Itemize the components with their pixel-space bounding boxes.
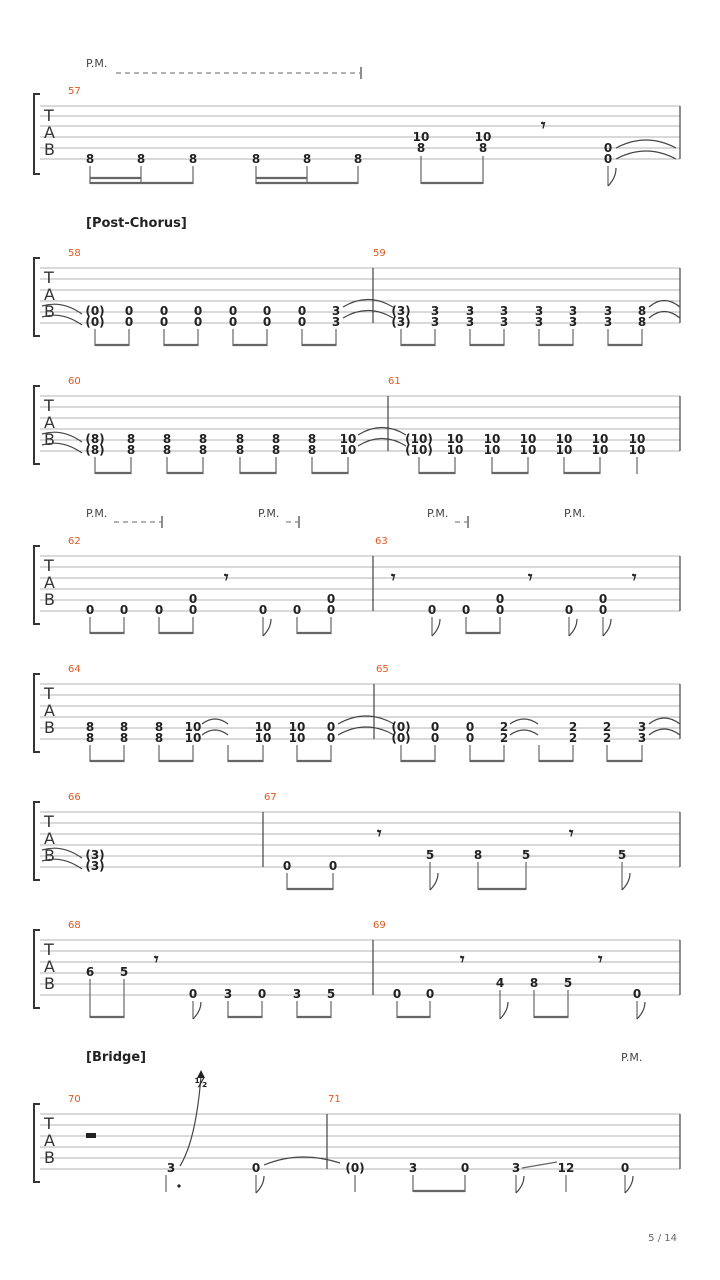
fret-number: 10 bbox=[339, 443, 357, 457]
tab-letter-a: A bbox=[44, 123, 55, 142]
fret-number: 0 bbox=[425, 987, 435, 1001]
slide-line bbox=[522, 1162, 557, 1168]
tie bbox=[616, 151, 676, 159]
tab-letter-a: A bbox=[44, 573, 55, 592]
tab-letter-a: A bbox=[44, 829, 55, 848]
fret-number: 8 bbox=[235, 432, 245, 446]
fret-number: 10 bbox=[412, 130, 430, 144]
fret-number: 0 bbox=[495, 603, 505, 617]
fret-number: 8 bbox=[162, 432, 172, 446]
fret-number: 0 bbox=[598, 603, 608, 617]
fret-number: 3 bbox=[534, 304, 544, 318]
fret-number: (10) bbox=[405, 432, 433, 446]
tab-letter-b: B bbox=[44, 302, 55, 321]
fret-number: 0 bbox=[603, 141, 613, 155]
fret-number: 0 bbox=[251, 1161, 261, 1175]
fret-number: 0 bbox=[262, 315, 272, 329]
fret-number: 8 bbox=[119, 720, 129, 734]
fret-number: 12 bbox=[557, 1161, 575, 1175]
eighth-rest: 𝄾 bbox=[569, 824, 574, 844]
tab-letter-b: B bbox=[44, 974, 55, 993]
tab-staff bbox=[40, 396, 680, 451]
palm-mute-label: P.M. bbox=[86, 57, 108, 70]
fret-number: 8 bbox=[473, 848, 483, 862]
fret-number: 0 bbox=[620, 1161, 630, 1175]
fret-number: 3 bbox=[430, 315, 440, 329]
rhythm-stems bbox=[287, 862, 630, 890]
fret-number: 0 bbox=[495, 592, 505, 606]
half-rest bbox=[86, 1133, 96, 1138]
measure-number: 61 bbox=[388, 376, 401, 387]
measure-number: 59 bbox=[373, 248, 386, 259]
tab-letter-b: B bbox=[44, 1148, 55, 1167]
fret-number: (3) bbox=[85, 848, 105, 862]
fret-number: 2 bbox=[499, 720, 509, 734]
fret-number: (8) bbox=[85, 443, 105, 457]
measure-number: 60 bbox=[68, 376, 81, 387]
system-bracket bbox=[34, 802, 40, 880]
tab-letter-t: T bbox=[44, 106, 54, 125]
fret-number: 0 bbox=[188, 592, 198, 606]
fret-number: 0 bbox=[188, 603, 198, 617]
fret-number: 8 bbox=[529, 976, 539, 990]
tie bbox=[202, 730, 228, 735]
tab-letter-a: A bbox=[44, 285, 55, 304]
section-label: [Post-Chorus] bbox=[86, 216, 187, 231]
fret-number: (3) bbox=[85, 859, 105, 873]
tab-letter-t: T bbox=[44, 812, 54, 831]
fret-number: 0 bbox=[430, 720, 440, 734]
tab-letter-b: B bbox=[44, 140, 55, 159]
fret-number: 5 bbox=[119, 965, 129, 979]
fret-number: 10 bbox=[288, 720, 306, 734]
fret-number: 3 bbox=[408, 1161, 418, 1175]
fret-number: 2 bbox=[568, 720, 578, 734]
fret-number: 3 bbox=[637, 720, 647, 734]
fret-number: 0 bbox=[564, 603, 574, 617]
system-bracket bbox=[34, 94, 40, 174]
tab-letter-b: B bbox=[44, 430, 55, 449]
fret-number: 5 bbox=[425, 848, 435, 862]
system-2 bbox=[34, 216, 680, 346]
system-bracket bbox=[34, 258, 40, 336]
fret-number: 10 bbox=[446, 443, 464, 457]
measure-number: 58 bbox=[68, 248, 81, 259]
fret-number: 0 bbox=[257, 987, 267, 1001]
fret-number: 10 bbox=[254, 720, 272, 734]
system-bracket bbox=[34, 930, 40, 1008]
eighth-rest: 𝄾 bbox=[632, 568, 637, 588]
fret-number: 8 bbox=[271, 432, 281, 446]
rhythm-stems bbox=[90, 617, 611, 636]
fret-number: 0 bbox=[188, 987, 198, 1001]
fret-number: 2 bbox=[499, 731, 509, 745]
fret-number: (3) bbox=[391, 315, 411, 329]
fret-number: 10 bbox=[254, 731, 272, 745]
fret-number: 10 bbox=[446, 432, 464, 446]
tab-letter-a: A bbox=[44, 957, 55, 976]
fret-number: 10 bbox=[555, 443, 573, 457]
rhythm-stems bbox=[166, 1175, 633, 1193]
fret-number: 3 bbox=[568, 315, 578, 329]
fret-number: 3 bbox=[331, 315, 341, 329]
fret-number: (0) bbox=[85, 315, 105, 329]
fret-number: 8 bbox=[136, 152, 146, 166]
fret-number: 5 bbox=[563, 976, 573, 990]
fret-number: 0 bbox=[328, 859, 338, 873]
measure-number: 63 bbox=[375, 536, 388, 547]
fret-number: 0 bbox=[465, 731, 475, 745]
fret-number: 10 bbox=[184, 720, 202, 734]
fret-number: 8 bbox=[353, 152, 363, 166]
tab-letter-b: B bbox=[44, 846, 55, 865]
system-7 bbox=[34, 920, 680, 1019]
fret-number: 0 bbox=[632, 987, 642, 1001]
eighth-rest: 𝄾 bbox=[154, 950, 159, 970]
fret-number: 3 bbox=[603, 315, 613, 329]
system-3 bbox=[34, 376, 680, 474]
fret-number: 3 bbox=[603, 304, 613, 318]
fret-number: 0 bbox=[326, 592, 336, 606]
tab-staff bbox=[40, 556, 680, 611]
fret-number: 8 bbox=[198, 443, 208, 457]
section-label: [Bridge] bbox=[86, 1050, 147, 1065]
fret-number: 0 bbox=[297, 304, 307, 318]
fret-number: 8 bbox=[162, 443, 172, 457]
fret-number: 6 bbox=[85, 965, 95, 979]
palm-mute-label: P.M. bbox=[427, 507, 449, 520]
tab-staff bbox=[40, 268, 680, 323]
tab-letter-t: T bbox=[44, 268, 54, 287]
fret-number: (3) bbox=[391, 304, 411, 318]
tab-letter-a: A bbox=[44, 701, 55, 720]
fret-number: 3 bbox=[465, 315, 475, 329]
fret-number: 10 bbox=[628, 432, 646, 446]
fret-number: 0 bbox=[124, 304, 134, 318]
tab-letter-t: T bbox=[44, 1114, 54, 1133]
fret-number: 8 bbox=[198, 432, 208, 446]
fret-number: (10) bbox=[405, 443, 433, 457]
eighth-rest: 𝄾 bbox=[528, 568, 533, 588]
fret-number: (0) bbox=[345, 1161, 365, 1175]
eighth-rest: 𝄾 bbox=[460, 950, 465, 970]
tab-staff bbox=[40, 684, 680, 739]
fret-number: 10 bbox=[483, 432, 501, 446]
system-bracket bbox=[34, 546, 40, 624]
fret-number: 10 bbox=[288, 731, 306, 745]
fret-number: 0 bbox=[297, 315, 307, 329]
fret-number: 8 bbox=[188, 152, 198, 166]
tab-letter-b: B bbox=[44, 718, 55, 737]
tab-letter-a: A bbox=[44, 413, 55, 432]
tab-letter-t: T bbox=[44, 940, 54, 959]
fret-number: 10 bbox=[184, 731, 202, 745]
rhythm-stems bbox=[90, 745, 642, 762]
system-4 bbox=[34, 507, 680, 636]
fret-number: 8 bbox=[637, 315, 647, 329]
fret-number: 0 bbox=[465, 720, 475, 734]
fret-number: 3 bbox=[499, 315, 509, 329]
fret-number: 0 bbox=[282, 859, 292, 873]
eighth-rest: 𝄾 bbox=[598, 950, 603, 970]
bend-amount: ½ bbox=[194, 1076, 208, 1090]
fret-number: 10 bbox=[339, 432, 357, 446]
tab-staff bbox=[40, 940, 680, 995]
fret-number: 8 bbox=[119, 731, 129, 745]
fret-number: 0 bbox=[193, 304, 203, 318]
fret-number: 8 bbox=[251, 152, 261, 166]
tie bbox=[510, 719, 538, 724]
system-1 bbox=[34, 57, 680, 186]
system-5 bbox=[34, 664, 680, 762]
fret-number: 8 bbox=[478, 141, 488, 155]
fret-number: 8 bbox=[307, 443, 317, 457]
fret-number: 8 bbox=[302, 152, 312, 166]
rhythm-stems bbox=[95, 457, 637, 474]
palm-mute-label: P.M. bbox=[564, 507, 586, 520]
fret-number: 10 bbox=[474, 130, 492, 144]
fret-number: 0 bbox=[292, 603, 302, 617]
fret-number: 10 bbox=[483, 443, 501, 457]
fret-number: 10 bbox=[519, 443, 537, 457]
fret-number: 3 bbox=[568, 304, 578, 318]
measure-number: 71 bbox=[328, 1094, 341, 1105]
fret-number: 3 bbox=[511, 1161, 521, 1175]
fret-number: 3 bbox=[465, 304, 475, 318]
fret-number: 0 bbox=[326, 720, 336, 734]
fret-number: 0 bbox=[85, 603, 95, 617]
eighth-rest: 𝄾 bbox=[377, 824, 382, 844]
fret-number: 8 bbox=[637, 304, 647, 318]
fret-number: 5 bbox=[521, 848, 531, 862]
fret-number: (0) bbox=[391, 720, 411, 734]
fret-number: 3 bbox=[534, 315, 544, 329]
fret-number: 8 bbox=[85, 731, 95, 745]
measure-number: 70 bbox=[68, 1094, 81, 1105]
measure-number: 65 bbox=[376, 664, 389, 675]
fret-number: 0 bbox=[258, 603, 268, 617]
fret-number: (0) bbox=[391, 731, 411, 745]
fret-number: 4 bbox=[495, 976, 505, 990]
tab-letter-t: T bbox=[44, 556, 54, 575]
fret-number: 0 bbox=[326, 731, 336, 745]
measure-number: 68 bbox=[68, 920, 81, 931]
measure-number: 69 bbox=[373, 920, 386, 931]
fret-number: 0 bbox=[598, 592, 608, 606]
measure-number: 57 bbox=[68, 86, 81, 97]
fret-number: 8 bbox=[307, 432, 317, 446]
rhythm-stems bbox=[90, 979, 645, 1019]
system-bracket bbox=[34, 1104, 40, 1182]
fret-number: 3 bbox=[637, 731, 647, 745]
system-6 bbox=[34, 792, 680, 890]
fret-number: 0 bbox=[326, 603, 336, 617]
fret-number: 8 bbox=[271, 443, 281, 457]
measure-number: 67 bbox=[264, 792, 277, 803]
fret-number: 2 bbox=[568, 731, 578, 745]
fret-number: 0 bbox=[460, 1161, 470, 1175]
fret-number: 3 bbox=[166, 1161, 176, 1175]
fret-number: 10 bbox=[591, 432, 609, 446]
fret-number: 8 bbox=[85, 720, 95, 734]
fret-number: 8 bbox=[126, 432, 136, 446]
fret-number: 3 bbox=[499, 304, 509, 318]
tab-letter-t: T bbox=[44, 396, 54, 415]
fret-number: 8 bbox=[126, 443, 136, 457]
fret-number: 10 bbox=[555, 432, 573, 446]
fret-number: 8 bbox=[416, 141, 426, 155]
measure-number: 64 bbox=[68, 664, 81, 675]
tab-letter-b: B bbox=[44, 590, 55, 609]
fret-number: 5 bbox=[617, 848, 627, 862]
fret-number: 3 bbox=[331, 304, 341, 318]
fret-number: 0 bbox=[603, 152, 613, 166]
fret-number: 0 bbox=[193, 315, 203, 329]
fret-number: 10 bbox=[591, 443, 609, 457]
eighth-rest: 𝄾 bbox=[224, 568, 229, 588]
palm-mute-label: P.M. bbox=[86, 507, 108, 520]
fret-number: 0 bbox=[124, 315, 134, 329]
tie bbox=[616, 140, 676, 148]
fret-number: 10 bbox=[628, 443, 646, 457]
system-8 bbox=[34, 1050, 680, 1193]
tab-staff bbox=[40, 812, 680, 867]
palm-mute-label: P.M. bbox=[621, 1051, 643, 1064]
fret-number: 8 bbox=[154, 731, 164, 745]
fret-number: 0 bbox=[430, 731, 440, 745]
tie bbox=[510, 730, 538, 735]
tab-letter-a: A bbox=[44, 1131, 55, 1150]
fret-number: 0 bbox=[461, 603, 471, 617]
eighth-rest: 𝄾 bbox=[541, 116, 546, 136]
fret-number: 0 bbox=[159, 315, 169, 329]
fret-number: 0 bbox=[228, 304, 238, 318]
fret-number: 3 bbox=[292, 987, 302, 1001]
fret-number: 3 bbox=[223, 987, 233, 1001]
fret-number: (0) bbox=[85, 304, 105, 318]
fret-number: 0 bbox=[427, 603, 437, 617]
fret-number: 0 bbox=[228, 315, 238, 329]
fret-number: (8) bbox=[85, 432, 105, 446]
fret-number: 2 bbox=[602, 731, 612, 745]
eighth-rest: 𝄾 bbox=[391, 568, 396, 588]
fret-number: 0 bbox=[262, 304, 272, 318]
fret-number: 2 bbox=[602, 720, 612, 734]
tab-letter-t: T bbox=[44, 684, 54, 703]
measure-number: 66 bbox=[68, 792, 81, 803]
rhythm-stems bbox=[95, 329, 642, 346]
fret-number: 8 bbox=[235, 443, 245, 457]
fret-number: 0 bbox=[159, 304, 169, 318]
tie bbox=[202, 719, 228, 724]
fret-number: 0 bbox=[119, 603, 129, 617]
page-number: 5 / 14 bbox=[648, 1233, 677, 1244]
system-bracket bbox=[34, 386, 40, 464]
fret-number: 0 bbox=[154, 603, 164, 617]
fret-number: 8 bbox=[85, 152, 95, 166]
fret-number: 3 bbox=[430, 304, 440, 318]
measure-number: 62 bbox=[68, 536, 81, 547]
system-bracket bbox=[34, 674, 40, 752]
palm-mute-label: P.M. bbox=[258, 507, 280, 520]
fret-number: 0 bbox=[392, 987, 402, 1001]
tie bbox=[649, 729, 680, 735]
fret-number: 10 bbox=[519, 432, 537, 446]
fret-number: 8 bbox=[154, 720, 164, 734]
fret-number: 5 bbox=[326, 987, 336, 1001]
tie bbox=[649, 718, 680, 724]
